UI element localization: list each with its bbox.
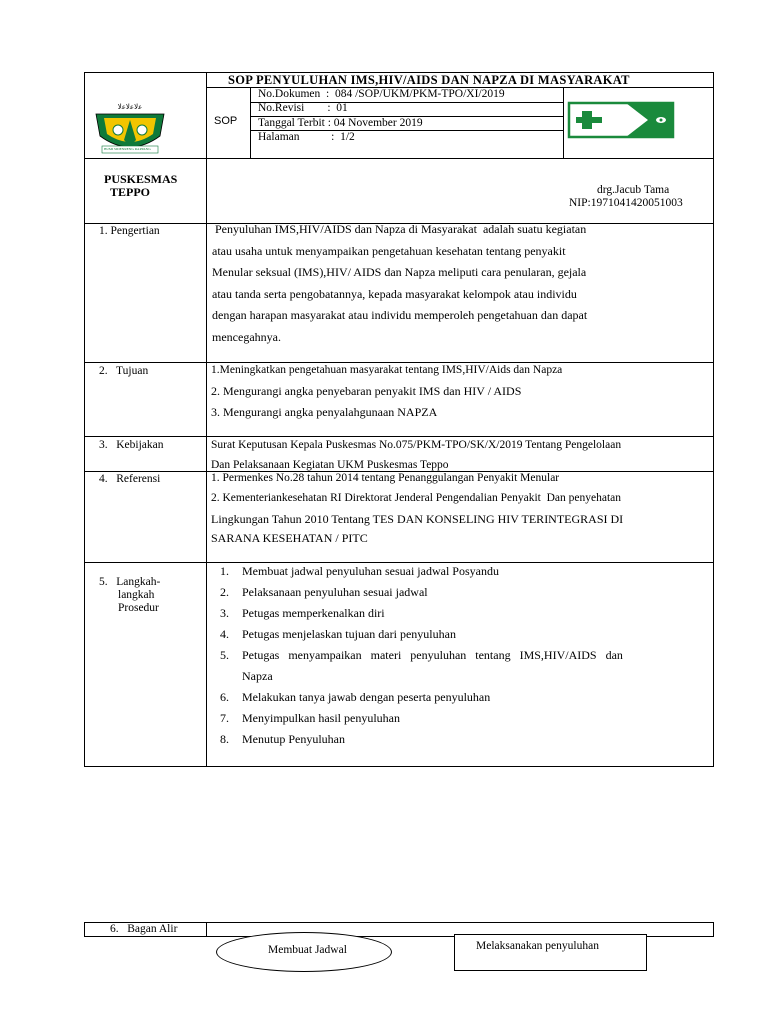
logo-caption: BUMI SIDENRENG RAPPANG <box>104 147 151 151</box>
sop-title: SOP PENYULUHAN IMS,HIV/AIDS DAN NAPZA DI MASYARAKAT <box>228 73 630 87</box>
procedure-step <box>220 732 345 746</box>
policy-line: Surat Keputusan Kepala Puskesmas No.075/PKM-TPO/SK/X/2019 Tentang Pengelolaan <box>211 439 622 451</box>
procedure-step <box>220 606 385 620</box>
definition-line: atau usaha untuk menyampaikan pengetahuan kesehatan tentang penyakit <box>212 243 566 258</box>
definition-line: Penyuluhan IMS,HIV/AIDS dan Napza di Masyarakat adalah suatu kegiatan <box>212 222 587 236</box>
step-text: Pelaksanaan penyuluhan sesuai jadwal <box>242 585 428 599</box>
svg-text:ﻋﻻﻋﻻﻋﻻ: ﻋﻻﻋﻻﻋﻻ <box>117 103 143 111</box>
step-number: 1. <box>220 564 229 578</box>
document-number: No.Dokumen : 084 /SOP/UKM/PKM-TPO/XI/2019 <box>258 88 505 100</box>
section-label-prosedur: 5. Langkah- <box>99 576 161 588</box>
organization-name: PUSKESMAS <box>104 172 178 186</box>
step-text: Petugas memperkenalkan diri <box>242 606 385 620</box>
procedure-step-continuation <box>220 669 273 683</box>
section-label-prosedur-line3: Prosedur <box>118 602 159 614</box>
definition-line: dengan harapan masyarakat atau individu memperoleh pengetahuan dan dapat <box>212 308 588 322</box>
section-label-bagan-alir: 6. Bagan Alir <box>110 923 178 935</box>
procedure-step <box>220 648 623 662</box>
puskesmas-logo <box>566 89 686 155</box>
definition-line: Menular seksual (IMS),HIV/ AIDS dan Napza meliputi cara penularan, gejala <box>212 265 587 279</box>
objective-item: 2. Mengurangi angka penyebaran penyakit IMS dan HIV / AIDS <box>211 384 522 398</box>
step-number: 6. <box>220 690 229 704</box>
procedure-step <box>220 690 490 704</box>
reference-line: SARANA KESEHATAN / PITC <box>211 531 368 545</box>
reference-line: Lingkungan Tahun 2010 Tentang TES DAN KONSELING HIV TERINTEGRASI DI <box>211 512 624 526</box>
section-label-tujuan: 2. Tujuan <box>99 365 149 377</box>
issue-date: Tanggal Terbit : 04 November 2019 <box>258 117 423 129</box>
head-name: drg.Jacub Tama <box>597 184 670 196</box>
step-text: Melakukan tanya jawab dengan peserta penyuluhan <box>242 690 491 704</box>
step-text: Napza <box>242 669 273 683</box>
page-number: Halaman : 1/2 <box>258 131 355 143</box>
sop-label: SOP <box>214 115 238 127</box>
objective-item: 3. Mengurangi angka penyalahgunaan NAPZA <box>211 405 438 419</box>
flowchart-node-process-label: Melaksanakan penyuluhan <box>476 940 599 952</box>
procedure-step <box>220 627 456 641</box>
head-nip: NIP:1971041420051003 <box>569 197 683 209</box>
definition-line: mencegahnya. <box>212 329 281 344</box>
step-number: 8. <box>220 732 229 746</box>
organization-location: TEPPO <box>110 185 151 199</box>
flowchart-node-start-label: Membuat Jadwal <box>268 944 347 956</box>
step-number: 3. <box>220 606 229 620</box>
step-number: 5. <box>220 648 229 662</box>
step-number: 7. <box>220 711 229 725</box>
procedure-step <box>220 564 499 578</box>
step-text: Menutup Penyuluhan <box>242 732 345 746</box>
reference-line: 2. Kementeriankesehatan RI Direktorat Jenderal Pengendalian Penyakit Dan penyehatan <box>211 492 622 504</box>
step-text: Petugas menyampaikan materi penyuluhan tentang IMS,HIV/AIDS dan <box>242 648 623 662</box>
revision-number: No.Revisi : 01 <box>258 102 348 114</box>
step-number: 2. <box>220 585 229 599</box>
section-label-kebijakan: 3. Kebijakan <box>99 439 164 451</box>
section-label-prosedur-line2: langkah <box>118 589 155 601</box>
objective-item: 1.Meningkatkan pengetahuan masyarakat tentang IMS,HIV/Aids dan Napza <box>211 364 563 376</box>
definition-text <box>212 219 712 348</box>
step-text: Petugas menjelaskan tujuan dari penyuluhan <box>242 627 456 641</box>
definition-line: atau tanda serta pengobatannya, kepada masyarakat kelompok atau individu <box>212 286 577 301</box>
procedure-step <box>220 585 428 599</box>
policy-line: Dan Pelaksanaan Kegiatan UKM Puskesmas Teppo <box>211 459 449 471</box>
step-number: 4. <box>220 627 229 641</box>
section-label-pengertian: 1. Pengertian <box>99 225 160 237</box>
reference-line: 1. Permenkes No.28 tahun 2014 tentang Penanggulangan Penyakit Menular <box>211 472 560 484</box>
step-text: Menyimpulkan hasil penyuluhan <box>242 711 400 725</box>
section-label-referensi: 4. Referensi <box>99 473 161 485</box>
procedure-step <box>220 711 400 725</box>
step-text: Membuat jadwal penyuluhan sesuai jadwal Posyandu <box>242 564 499 578</box>
